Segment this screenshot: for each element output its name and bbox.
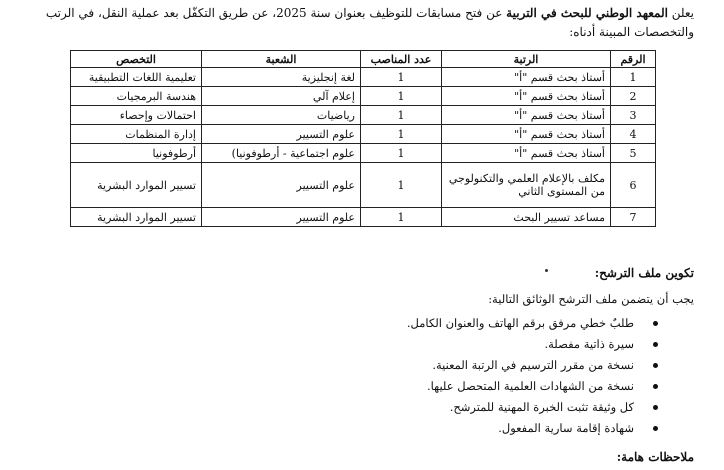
row-grade: مساعد تسيير البحث [442, 208, 611, 227]
intro-paragraph [14, 4, 694, 42]
list-item [260, 334, 660, 355]
row-num: 2 [611, 87, 656, 106]
row-num: 1 [611, 68, 656, 87]
bullet-icon [653, 384, 658, 389]
list-item [260, 397, 660, 418]
row-spec: أرطوفونيا [71, 144, 202, 163]
bullet-icon [653, 321, 658, 326]
header-count: عدد المناصب [361, 51, 442, 68]
bullet-icon [653, 342, 658, 347]
table-row [71, 87, 656, 106]
file-section-title: تكوين ملف الترشح: [594, 266, 694, 280]
row-count: 1 [361, 208, 442, 227]
required-documents-list [260, 313, 660, 439]
notes-title: ملاحظات هامة: [616, 450, 694, 464]
header-grade: الرتبة [442, 51, 611, 68]
bullet-icon [653, 363, 658, 368]
list-item [260, 376, 660, 397]
row-branch: علوم التسيير [202, 163, 361, 208]
list-item-text: نسخة من الشهادات العلمية المتحصل عليها. [426, 379, 634, 393]
list-item [260, 355, 660, 376]
row-num: 6 [611, 163, 656, 208]
table-row [71, 163, 656, 208]
row-grade: أستاذ بحث قسم "أ" [442, 87, 611, 106]
list-item-text: شهادة إقامة سارية المفعول. [498, 421, 634, 435]
row-branch: علوم التسيير [202, 208, 361, 227]
row-branch: إعلام آلي [202, 87, 361, 106]
row-branch: علوم التسيير [202, 125, 361, 144]
list-item-text: نسخة من مقرر الترسيم في الرتبة المعنية. [432, 358, 634, 372]
intro-prefix: يعلن [667, 6, 694, 20]
row-spec: تسيير الموارد البشرية [71, 163, 202, 208]
table-row [71, 106, 656, 125]
bullet-icon [653, 405, 658, 410]
row-grade: أستاذ بحث قسم "أ" [442, 68, 611, 87]
row-count: 1 [361, 125, 442, 144]
institute-name: المعهد الوطني للبحث في التربية [506, 6, 668, 20]
row-spec: هندسة البرمجيات [71, 87, 202, 106]
row-spec: تسيير الموارد البشرية [71, 208, 202, 227]
table-row [71, 125, 656, 144]
intro-suffix: عن فتح مسابقات للتوظيف بعنوان سنة 2025، عن طريق التكفّل بعد عملية النقل، في الرتب [45, 6, 507, 20]
row-branch: رياضيات [202, 106, 361, 125]
list-item-text: طلبٌ خطي مرفق برقم الهاتف والعنوان الكامل. [406, 316, 634, 330]
list-item-text: سيرة ذاتية مفصلة. [544, 337, 634, 351]
row-grade: أستاذ بحث قسم "أ" [442, 106, 611, 125]
row-num: 3 [611, 106, 656, 125]
row-spec: إدارة المنظمات [71, 125, 202, 144]
row-grade: مكلف بالإعلام العلمي والتكنولوجي من المستوى الثاني [442, 163, 611, 208]
row-spec: احتمالات وإحصاء [71, 106, 202, 125]
row-count: 1 [361, 106, 442, 125]
row-spec: تعليمية اللغات التطبيقية [71, 68, 202, 87]
row-branch: علوم اجتماعية - أرطوفونيا) [202, 144, 361, 163]
intro-line2: والتخصصات المبينة أدناه: [569, 25, 694, 39]
row-grade: أستاذ بحث قسم "أ" [442, 125, 611, 144]
bullet-icon [653, 426, 658, 431]
row-grade: أستاذ بحث قسم "أ" [442, 144, 611, 163]
list-item [260, 418, 660, 439]
row-count: 1 [361, 87, 442, 106]
row-num: 4 [611, 125, 656, 144]
row-num: 5 [611, 144, 656, 163]
stray-dot [545, 269, 548, 272]
list-item-text: كل وثيقة تثبت الخبرة المهنية للمترشح. [449, 400, 634, 414]
row-branch: لغة إنجليزية [202, 68, 361, 87]
table-row [71, 68, 656, 87]
table-header-row [71, 51, 656, 68]
header-num: الرقم [611, 51, 656, 68]
row-num: 7 [611, 208, 656, 227]
table-row [71, 208, 656, 227]
row-count: 1 [361, 68, 442, 87]
positions-table [70, 50, 656, 227]
file-section-lead: يجب أن يتضمن ملف الترشح الوثائق التالية: [488, 292, 694, 306]
header-branch: الشعبة [202, 51, 361, 68]
table-row [71, 144, 656, 163]
row-count: 1 [361, 163, 442, 208]
list-item [260, 313, 660, 334]
row-count: 1 [361, 144, 442, 163]
header-spec: التخصص [71, 51, 202, 68]
